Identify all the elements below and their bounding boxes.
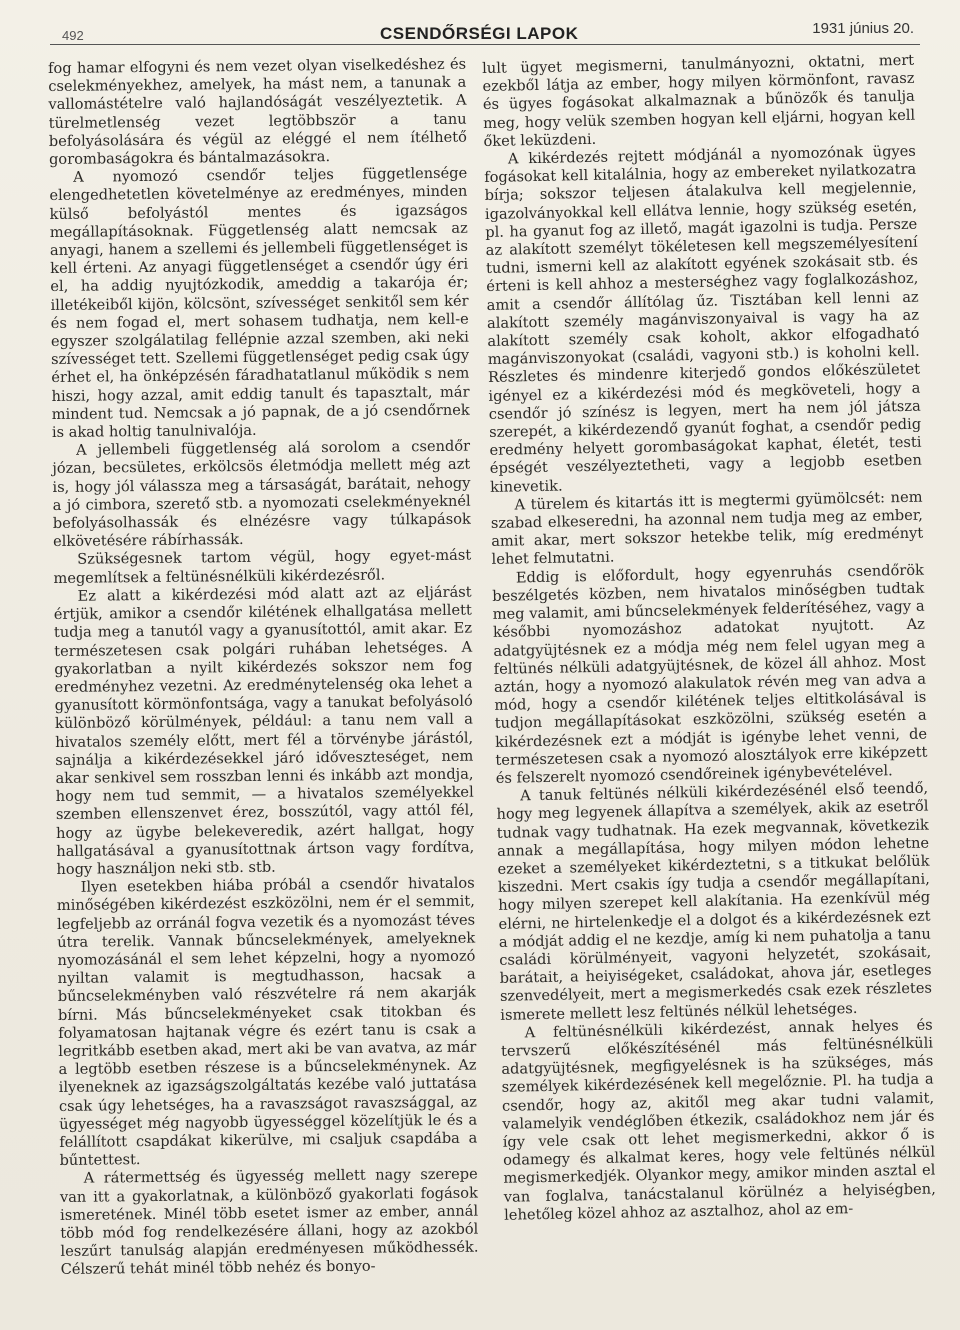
paragraph: A jellembeli függetlenség alá sorolom a csendőr józan, becsületes, erkölcsös életmódja mellett még azt is, hogy jól válassza meg a társaságát, barátait, nehogy a jó cimbora, szerető stb. a nyomozati cselekményeknél befolyásolhassák és elnézésre vagy túlkapások elkövetésére rábírhassák. bbox=[52, 437, 471, 551]
paragraph: A nyomozó csendőr teljes függetlensége elengedhetetlen követelménye az eredményes, minden külső befolyástól mentes és igazságos megállapításoknak. Függetlenség alatt nemcsak az anyagi, hanem a szellemi és jellembeli függetlenséget is kell érteni. Az anyagi függetlenséget a csendőr úgy éri el, ha addig nyujtózkodik, ameddig a takarója ér; illetékeiből kijön, kölcsönt, szívességet senkitől sem kér és nem fogad el, mert sohasem tudhatja, nem kell-e egyszer szolgálatilag fellépnie azzal szemben, aki neki szívességet tett. Szellemi függetlenséget pedig csak úgy érhet el, ha önképzésén fáradhatatlanul működik s nem hiszi, hogy azzal, amit eddig tanult és tapasztalt, már mindent tud. Nemcsak a jó papnak, de a jó csendőrnek is akad holtig tanulnivalója. bbox=[49, 164, 470, 442]
paragraph: A tanuk feltünés nélküli kikérdezésénél első teendő, hogy meg legyenek állapítva a személyek, akik az esetről tudnak vagy tudhatnak. Ha ezek megvannak, következik annak a megállapítása, hogy milyen módon lehetne ezeket a személyeket kikérdeztetni, s a titkukat belőlük kiszedni. Mert csakis így tudja a csendőr megállapítani, hogy milyen szerepet kell alakítania. Ha ezenkívül még elérni, ne hirtelenkedje el a dolgot és a kikérdezésnek ezt a módját addig el ne kezdje, amíg ki nem puhatolja a tanu családi körülményeit, vagyoni helyzetét, szokásait, barátait, a heiyiségeket, családokat, ahova jár, esetleges szenvedélyeit, mert a megismerkedés csak ezek részletes ismerete mellett lesz feltünés nélkül lehetséges. bbox=[496, 779, 933, 1024]
paragraph: A rátermettség és ügyesség mellett nagy szerepe van itt a gyakorlatnak, a különböző gyakorlati fogások ismeretének. Minél több esetet ismer az ember, annál több mód fog rendelkezésére állani, hogy az azokból leszűrt tanulság alapján eredményesen működhessék. Célszerű tehát minél több nehéz és bonyo- bbox=[59, 1165, 479, 1279]
page-number: 492 bbox=[62, 28, 84, 43]
paragraph: Eddig is előfordult, hogy egyenruhás csendőrök beszélgetés közben, nem hivatalos minőségben tudtak meg valamit, ami bűncselekmények felderítéséhez, vagy a későbbi nyomozáshoz adatokat nyujtott. Az adatgyüjtésnek ez a módja még nem felel ugyan meg a feltünés nélküli adatgyüjtésnek, de közel áll ahhoz. Most aztán, hogy a nyomozó alakulatok révén meg van adva a mód, hogy a csendőr kilétének teljes eltitkolásával is tudjon megállapításokat eszközölni, szükség esetén a kikérdezésnek ezt a módját is igénybe lehet venni, de természetesen csak a nyomozó alosztályok erre kiképzett és felszerelt nyomozó csendőreinek igénybevételével. bbox=[492, 561, 928, 787]
left-column bbox=[48, 56, 479, 1280]
page-header bbox=[50, 14, 920, 46]
right-column bbox=[482, 52, 936, 1225]
paragraph: A feltünésnélküli kikérdezést, annak helyes és tervszerű előkészítésénél más feltünésnélküli adatgyüjtésnek, megfigyelésnek is ha szükséges, más személyek kikérdezésének kell megelőzniе. Pl. ha tudja a csendőr, hogy az, akitől meg akar tudni valamit, valamelyik vendéglőben étkezik, családokhoz nem jár és így vele csak ott lehet megismerkedni, akkor ő is odamegy és alkalmat keres, hogy vele feltünés nélkül megismerkedjék. Olyankor megy, amikor minden asztal el van foglalva, tanácstalanul körülnéz a helyiségben, lehetőleg közel ahhoz az asztalhoz, ahol az em- bbox=[500, 1016, 936, 1224]
paragraph: Szükségesnek tartom végül, hogy egyet-mást megemlítsek a feltünésnélküli kikérdezésről. bbox=[53, 547, 472, 587]
header-rule bbox=[50, 44, 920, 45]
issue-date: 1931 június 20. bbox=[812, 20, 914, 37]
paragraph: Ez alatt a kikérdezési mód alatt azt az eljárást értjük, amikor a csendőr kilétének elhallgatása mellett tudja meg a tanutól vagy a gyanusítottól, amit akar. Ez természetesen csak polgári ruhában lehetséges. A gyakorlatban a nyilt kikérdezés sokszor nem fog eredményhez vezetni. Az eredménytelenség oka lehet a gyanusított körmönfontsága, vagy a tanukat befolyásoló különböző körülmények, például: a tanu nem vall a hivatalos személy előtt, mert fél a törvénybe járástól, sajnálja a kikérdezésekkel járó időveszteséget, nem akar senkivel sem rosszban lenni és inkább azt mondja, hogy nem tud semmit, — a hivatalos személyekkel szemben ellenszenvet érez, bosszútól, vagy attól fél, hogy az ügybe belekeveredik, azért hallgat, hogy hallgatásával a gyanusítottnak ártson vagy fordítva, hogy használjon neki stb. stb. bbox=[53, 583, 475, 878]
paragraph: A türelem és kitartás itt is megtermi gyümölcsét: nem szabad elkeseredni, ha azonnal nem tudja meg az ember, amit akar, mert sokszor hetekbe telik, míg eredményt lehet felmutatni. bbox=[490, 488, 924, 569]
paragraph: fog hamar elfogyni és nem vezet olyan viselkedéshez és cselekményekhez, amelyek, ha mást nem, a tanunak a vallomástételre való hajlandóságát veszélyeztetik. A türelmetlenség vezet legtöbbször a tanu befolyásolására és végül az eléggé el nem ítélhető gorombaságokra és bántalmazásokra. bbox=[48, 55, 467, 169]
paragraph: Ilyen esetekben hiába próbál a csendőr hivatalos minőségében kikérdezést eszközölni, nem ér el semmit, legfeljebb az orránál fogva vezetik és a nyomozást téves útra terelik. Vannak bűncselekmények, amelyeknek nyomozásánál el sem lehet képzelni, hogy a nyomozó nyiltan valamit is megtudhasson, hacsak a bűncselekményben való részvételre rá nem akarják bírni. Más bűncselekményeket csak titokban és folyamatosan hajtanak végre és ezért tanu is csak a legritkább esetben akad, mert aki be van avatva, az már a legtöbb esetben részese is a bűncselekménynek. Az ilyeneknek az igazságszolgáltatás kezébe való juttatása csak úgy lehetséges, ha a ravaszságot ravaszsággal, az ügyességet még nagyobb ügyességgel közelítjük le és a felállított csapdákat kikerülve, mi csaljuk csapdába a bűntettest. bbox=[56, 874, 478, 1170]
paragraph: A kikérdezés rejtett módjánál a nyomozónak ügyes fogásokat kell kitalálnia, hogy az embereket nyilatkozatra bírja; sokszor teljesen átalakulva kell megjelennie, igazolványokkal kell ellátva lennie, hogy szükség esetén, pl. ha gyanut fog az illető, magát igazolni is tudja. Persze az alakított személyt tökéletesen kell megszemélyesítení tudni, ismerni kell az alakított egyének szokásait stb. és érteni is kell ahhoz a mesterséghez vagy foglalkozáshoz, amit a csendőr állítólag űz. Tisztában kell lenni az alakított személy magánviszonyaival is vagy ha az alakított személy csak koholt, akkor elfogadható magánviszonyokat (családi, vagyoni stb.) is koholni kell. Részletes és mindenre kiterjedő gondos előkészületet igényel ez a kikérdezési mód és megköveteli, hogy a csendőr jó színész is legyen, mert ha nem jól játsza szerepét, a kikérdezendő gyanút foghat, a csendőr pedig eredmény helyett gorombaságokat kaphat, életét, testi épségét veszélyeztetheti, vagy a legjobb esetben kinevetik. bbox=[484, 142, 922, 496]
paragraph: lult ügyet megismerni, tanulmányozni, oktatni, mert ezekből látja az ember, hogy milyen körmönfont, ravasz és ügyes fogásokat alkalmaznak a bűnözők és tanulja meg, hogy velük szemben hogyan kell eljárni, hogyan kell őket leküzdeni. bbox=[482, 51, 916, 150]
journal-title: CSENDŐRSÉGI LAPOK bbox=[380, 24, 579, 43]
